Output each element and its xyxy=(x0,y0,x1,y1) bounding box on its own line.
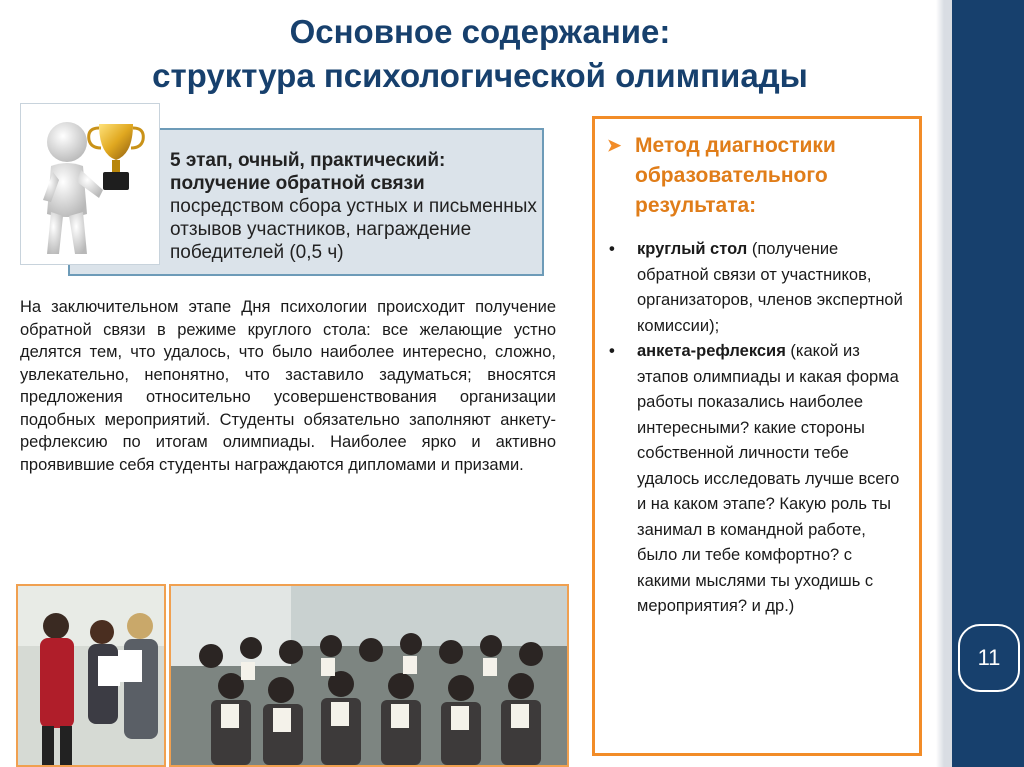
bullet-icon: • xyxy=(609,342,615,360)
stage-card xyxy=(20,103,544,276)
person-with-trophy-icon xyxy=(20,103,160,265)
award-photo xyxy=(16,584,166,767)
method-heading xyxy=(609,131,909,221)
page-number-badge xyxy=(958,624,1020,692)
page-number: 11 xyxy=(977,645,1001,670)
stage-description xyxy=(170,149,540,264)
method-item xyxy=(607,237,907,339)
method-item-text: (получение обратной связи от участников, организаторов, членов экспертной комиссии); xyxy=(637,240,903,335)
stage-title-line-1: 5 этап, очный, практический: xyxy=(170,150,446,171)
method-item-text: (какой из этапов олимпиады и какая форма работы показались наиболее интересными? какие стороны собственной личности тебе удалось исследовать лучше всего и на каком этапе? Какую роль ты занимал в командной работе, было ли тебе комфортно? с какими мыслями ты уходишь с мероприятия? и др.) xyxy=(637,342,900,615)
title-line-2: структура психологической олимпиады xyxy=(152,57,808,94)
bullet-icon: • xyxy=(609,240,615,258)
title-line-1: Основное содержание: xyxy=(289,13,671,50)
method-item-term: круглый стол xyxy=(637,240,748,258)
stage-title-line-2: получение обратной связи xyxy=(170,173,425,194)
method-list xyxy=(607,237,907,620)
method-heading-text: Метод диагностики образовательного результата: xyxy=(635,134,836,217)
method-box xyxy=(592,116,922,756)
group-photo xyxy=(169,584,569,767)
band-fade xyxy=(936,0,944,767)
method-item xyxy=(607,339,907,620)
arrow-right-icon: ➤ xyxy=(607,136,622,155)
page-title xyxy=(40,10,920,98)
body-paragraph: На заключительном этапе Дня психологии происходит получение обратной связи в режиме круглого стола: все желающие устно делятся тем, что удалось, что было наиболее интересно, сложно, увлекательно, непонятно, что заставило задуматься; вносятся предложения относительно усовершенствования организации подобных мероприятий. Студенты обязательно заполняют анкету-рефлексию по итогам олимпиады. Наиболее ярко и активно проявившие себя студенты награждаются дипломами и призами. xyxy=(20,298,556,474)
method-item-term: анкета-рефлексия xyxy=(637,342,786,360)
band-light xyxy=(944,0,952,767)
stage-detail: посредством сбора устных и письменных отзывов участников, награждение победителей (0,5 ч) xyxy=(170,196,537,263)
